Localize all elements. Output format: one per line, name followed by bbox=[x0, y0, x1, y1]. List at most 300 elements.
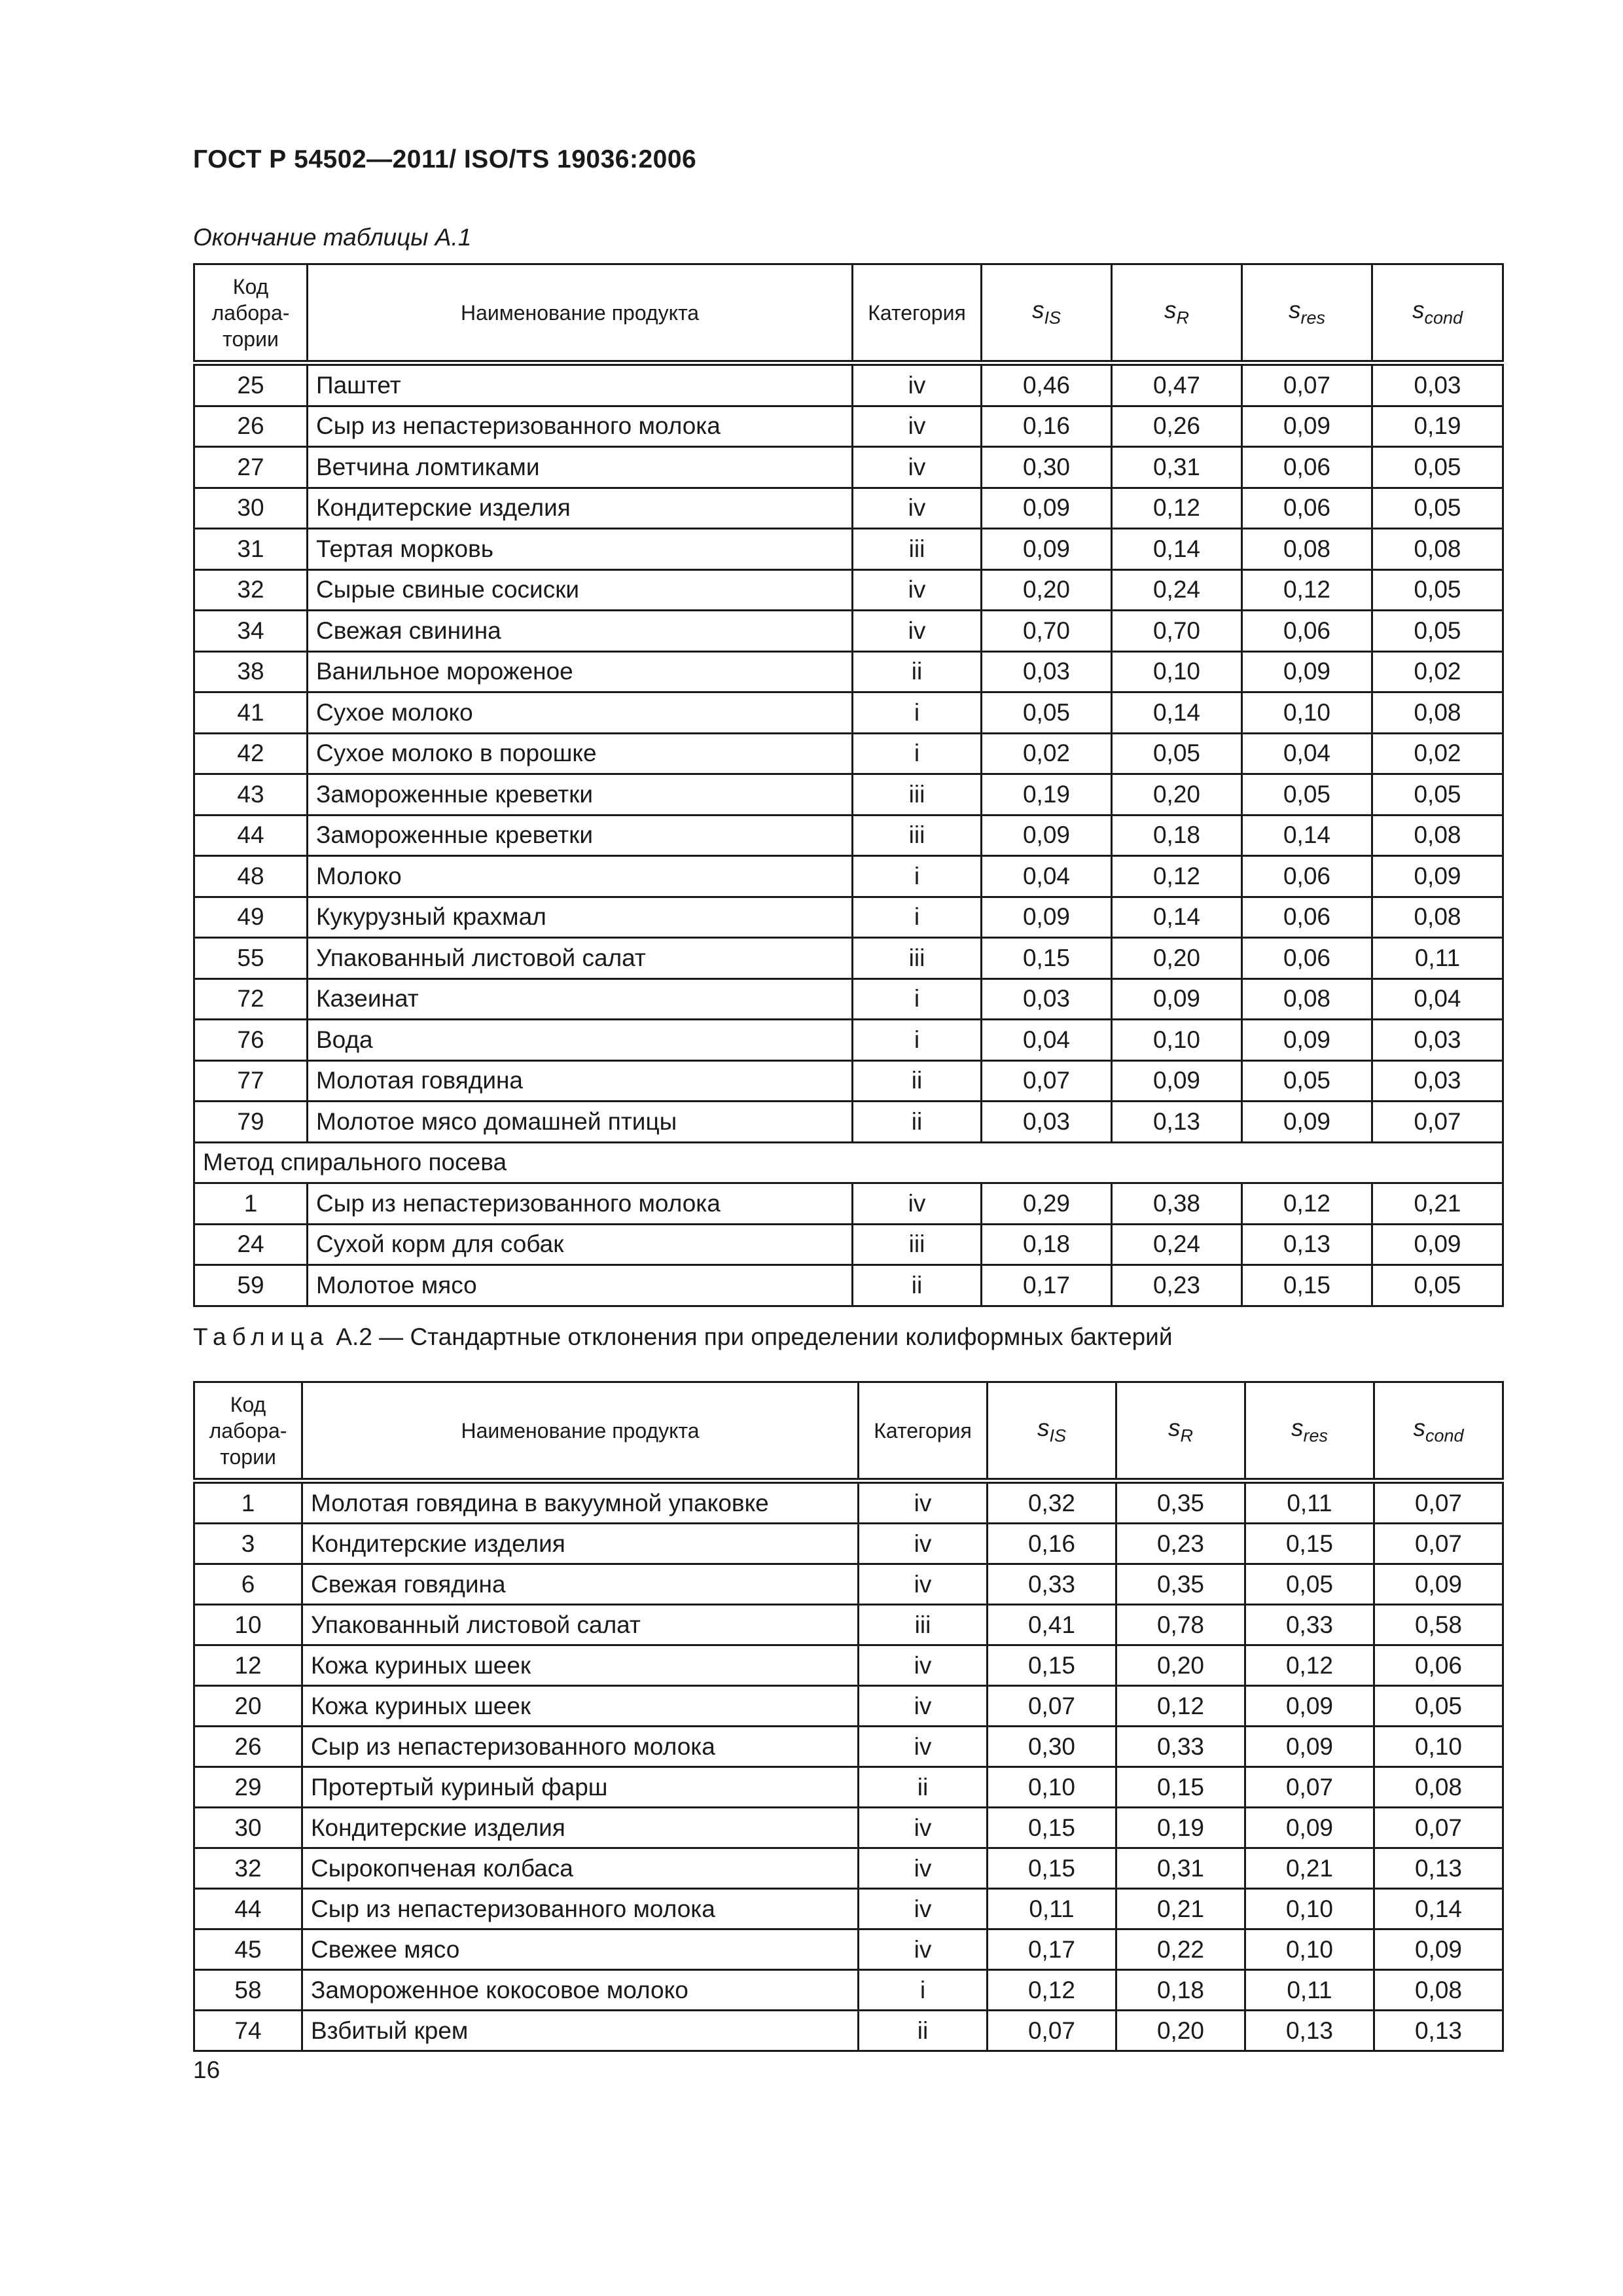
cell-s-is: 0,15 bbox=[988, 1808, 1116, 1848]
table-row bbox=[194, 1020, 1503, 1061]
cell-category: iv bbox=[859, 1727, 988, 1767]
table-row bbox=[194, 1183, 1503, 1225]
cell-s-cond: 0,09 bbox=[1372, 856, 1503, 897]
table-row bbox=[194, 1808, 1503, 1848]
table-row bbox=[194, 897, 1503, 938]
cell-s-cond: 0,21 bbox=[1372, 1183, 1503, 1225]
cell-product: Казеинат bbox=[308, 978, 853, 1020]
table-row bbox=[194, 1564, 1503, 1605]
cell-code: 1 bbox=[194, 1183, 308, 1225]
cell-s-res: 0,12 bbox=[1245, 1645, 1374, 1686]
header-code-line: тории bbox=[220, 1444, 276, 1469]
cell-code: 26 bbox=[194, 406, 308, 447]
page-number: 16 bbox=[193, 2056, 221, 2083]
cell-product: Ванильное мороженое bbox=[308, 651, 853, 692]
table-row bbox=[194, 856, 1503, 897]
cell-product: Упакованный листовой салат bbox=[308, 938, 853, 979]
cell-s-is: 0,03 bbox=[982, 651, 1112, 692]
cell-category: ii bbox=[859, 2011, 988, 2051]
header-code bbox=[194, 264, 308, 361]
cell-s-r: 0,09 bbox=[1112, 1060, 1242, 1102]
cell-s-cond: 0,05 bbox=[1372, 488, 1503, 529]
cell-s-res: 0,06 bbox=[1242, 447, 1372, 488]
cell-s-is: 0,46 bbox=[982, 365, 1112, 406]
header-product: Наименование продукта bbox=[302, 1382, 859, 1479]
cell-s-res: 0,09 bbox=[1245, 1808, 1374, 1848]
table-row bbox=[194, 611, 1503, 652]
table-row bbox=[194, 733, 1503, 774]
cell-s-cond: 0,03 bbox=[1372, 1060, 1503, 1102]
table-row bbox=[194, 938, 1503, 979]
cell-s-cond: 0,09 bbox=[1372, 1224, 1503, 1265]
cell-s-cond: 0,08 bbox=[1374, 1970, 1503, 2011]
cell-product: Упакованный листовой салат bbox=[302, 1605, 859, 1645]
cell-product: Вода bbox=[308, 1020, 853, 1061]
cell-s-cond: 0,05 bbox=[1372, 447, 1503, 488]
cell-s-is: 0,29 bbox=[982, 1183, 1112, 1225]
cell-s-cond: 0,08 bbox=[1372, 815, 1503, 856]
cell-category: ii bbox=[859, 1767, 988, 1808]
cell-s-cond: 0,05 bbox=[1374, 1686, 1503, 1727]
header-category: Категория bbox=[859, 1382, 988, 1479]
cell-product: Молотое мясо домашней птицы bbox=[308, 1102, 853, 1143]
table-row bbox=[194, 1767, 1503, 1808]
cell-s-r: 0,35 bbox=[1116, 1483, 1245, 1524]
cell-code: 34 bbox=[194, 611, 308, 652]
cell-s-res: 0,13 bbox=[1245, 2011, 1374, 2051]
header-code-line: лабора- bbox=[211, 300, 290, 325]
cell-s-cond: 0,13 bbox=[1374, 1848, 1503, 1889]
cell-s-r: 0,26 bbox=[1112, 406, 1242, 447]
header-s-res: $s_{res}$ bbox=[1245, 1382, 1374, 1479]
cell-s-is: 0,05 bbox=[982, 692, 1112, 734]
cell-code: 72 bbox=[194, 978, 308, 1020]
cell-s-res: 0,06 bbox=[1242, 938, 1372, 979]
cell-category: i bbox=[853, 733, 982, 774]
cell-code: 74 bbox=[194, 2011, 302, 2051]
cell-code: 44 bbox=[194, 1889, 302, 1929]
cell-product: Кожа куриных шеек bbox=[302, 1645, 859, 1686]
table-row bbox=[194, 1483, 1503, 1524]
cell-s-res: 0,09 bbox=[1242, 1102, 1372, 1143]
cell-code: 6 bbox=[194, 1564, 302, 1605]
cell-category: iv bbox=[859, 1889, 988, 1929]
table-row bbox=[194, 1060, 1503, 1102]
cell-s-r: 0,21 bbox=[1116, 1889, 1245, 1929]
cell-s-r: 0,20 bbox=[1116, 2011, 1245, 2051]
cell-s-is: 0,04 bbox=[982, 856, 1112, 897]
cell-s-cond: 0,03 bbox=[1372, 1020, 1503, 1061]
cell-s-r: 0,24 bbox=[1112, 569, 1242, 611]
table-row bbox=[194, 1224, 1503, 1265]
cell-code: 41 bbox=[194, 692, 308, 734]
cell-s-is: 0,16 bbox=[982, 406, 1112, 447]
cell-s-res: 0,11 bbox=[1245, 1970, 1374, 2011]
table2-caption-prefix: Таблица bbox=[193, 1323, 330, 1350]
cell-s-r: 0,35 bbox=[1116, 1564, 1245, 1605]
cell-category: i bbox=[853, 1020, 982, 1061]
cell-product: Сырокопченая колбаса bbox=[302, 1848, 859, 1889]
cell-s-res: 0,14 bbox=[1242, 815, 1372, 856]
cell-s-cond: 0,19 bbox=[1372, 406, 1503, 447]
cell-s-cond: 0,08 bbox=[1372, 529, 1503, 570]
cell-s-r: 0,14 bbox=[1112, 692, 1242, 734]
cell-s-cond: 0,02 bbox=[1372, 651, 1503, 692]
cell-s-r: 0,38 bbox=[1112, 1183, 1242, 1225]
cell-code: 12 bbox=[194, 1645, 302, 1686]
cell-s-res: 0,21 bbox=[1245, 1848, 1374, 1889]
header-product: Наименование продукта bbox=[308, 264, 853, 361]
table-row bbox=[194, 365, 1503, 406]
cell-s-r: 0,19 bbox=[1116, 1808, 1245, 1848]
table-row bbox=[194, 1970, 1503, 2011]
cell-code: 49 bbox=[194, 897, 308, 938]
cell-s-r: 0,14 bbox=[1112, 897, 1242, 938]
cell-category: i bbox=[853, 978, 982, 1020]
cell-code: 79 bbox=[194, 1102, 308, 1143]
table2-caption bbox=[193, 1323, 1172, 1351]
cell-s-res: 0,10 bbox=[1245, 1929, 1374, 1970]
header-s-r: $s_R$ bbox=[1116, 1382, 1245, 1479]
cell-s-is: 0,04 bbox=[982, 1020, 1112, 1061]
table-row bbox=[194, 1686, 1503, 1727]
table-row bbox=[194, 447, 1503, 488]
table-row bbox=[194, 978, 1503, 1020]
cell-s-is: 0,18 bbox=[982, 1224, 1112, 1265]
cell-category: i bbox=[859, 1970, 988, 2011]
cell-product: Сыр из непастеризованного молока bbox=[308, 406, 853, 447]
cell-code: 59 bbox=[194, 1265, 308, 1306]
cell-code: 20 bbox=[194, 1686, 302, 1727]
table-header-row bbox=[194, 264, 1503, 361]
cell-code: 45 bbox=[194, 1929, 302, 1970]
cell-s-is: 0,10 bbox=[988, 1767, 1116, 1808]
cell-s-cond: 0,07 bbox=[1374, 1808, 1503, 1848]
cell-s-res: 0,15 bbox=[1245, 1524, 1374, 1564]
cell-code: 38 bbox=[194, 651, 308, 692]
cell-product: Молотая говядина bbox=[308, 1060, 853, 1102]
cell-s-is: 0,09 bbox=[982, 488, 1112, 529]
cell-s-r: 0,47 bbox=[1112, 365, 1242, 406]
cell-category: iv bbox=[859, 1645, 988, 1686]
cell-s-is: 0,09 bbox=[982, 815, 1112, 856]
cell-product: Ветчина ломтиками bbox=[308, 447, 853, 488]
cell-product: Кукурузный крахмал bbox=[308, 897, 853, 938]
cell-product: Сухое молоко bbox=[308, 692, 853, 734]
table-row bbox=[194, 1848, 1503, 1889]
cell-s-r: 0,12 bbox=[1112, 856, 1242, 897]
cell-s-is: 0,12 bbox=[988, 1970, 1116, 2011]
cell-category: iv bbox=[859, 1929, 988, 1970]
cell-s-r: 0,05 bbox=[1112, 733, 1242, 774]
cell-s-res: 0,06 bbox=[1242, 897, 1372, 938]
cell-s-res: 0,09 bbox=[1242, 1020, 1372, 1061]
cell-s-res: 0,09 bbox=[1245, 1686, 1374, 1727]
cell-category: i bbox=[853, 692, 982, 734]
header-code bbox=[194, 1382, 302, 1479]
cell-s-is: 0,30 bbox=[988, 1727, 1116, 1767]
cell-s-r: 0,20 bbox=[1112, 774, 1242, 816]
cell-category: iii bbox=[859, 1605, 988, 1645]
cell-s-cond: 0,14 bbox=[1374, 1889, 1503, 1929]
cell-category: ii bbox=[853, 1102, 982, 1143]
cell-s-res: 0,05 bbox=[1242, 774, 1372, 816]
cell-s-r: 0,31 bbox=[1116, 1848, 1245, 1889]
cell-s-is: 0,70 bbox=[982, 611, 1112, 652]
cell-s-res: 0,33 bbox=[1245, 1605, 1374, 1645]
cell-code: 26 bbox=[194, 1727, 302, 1767]
cell-s-cond: 0,05 bbox=[1372, 774, 1503, 816]
cell-product: Сыр из непастеризованного молока bbox=[302, 1889, 859, 1929]
cell-s-is: 0,09 bbox=[982, 529, 1112, 570]
cell-s-cond: 0,07 bbox=[1372, 1102, 1503, 1143]
cell-s-r: 0,23 bbox=[1116, 1524, 1245, 1564]
table-row bbox=[194, 651, 1503, 692]
header-code-line: лабора- bbox=[209, 1418, 287, 1443]
cell-s-r: 0,22 bbox=[1116, 1929, 1245, 1970]
cell-code: 42 bbox=[194, 733, 308, 774]
header-s-is: $s_{IS}$ bbox=[988, 1382, 1116, 1479]
cell-category: iv bbox=[859, 1808, 988, 1848]
cell-s-r: 0,12 bbox=[1116, 1686, 1245, 1727]
cell-s-r: 0,20 bbox=[1112, 938, 1242, 979]
table-row bbox=[194, 2011, 1503, 2051]
cell-s-cond: 0,08 bbox=[1372, 897, 1503, 938]
header-s-cond: $s_{cond}$ bbox=[1374, 1382, 1503, 1479]
cell-s-cond: 0,08 bbox=[1372, 692, 1503, 734]
table-row bbox=[194, 774, 1503, 816]
cell-product: Кондитерские изделия bbox=[302, 1808, 859, 1848]
table-row bbox=[194, 1524, 1503, 1564]
table-row bbox=[194, 1265, 1503, 1306]
cell-s-cond: 0,06 bbox=[1374, 1645, 1503, 1686]
cell-s-r: 0,12 bbox=[1112, 488, 1242, 529]
cell-s-r: 0,09 bbox=[1112, 978, 1242, 1020]
cell-product: Взбитый крем bbox=[302, 2011, 859, 2051]
cell-product: Свежее мясо bbox=[302, 1929, 859, 1970]
cell-product: Кондитерские изделия bbox=[302, 1524, 859, 1564]
cell-code: 24 bbox=[194, 1224, 308, 1265]
cell-s-cond: 0,09 bbox=[1374, 1929, 1503, 1970]
cell-code: 58 bbox=[194, 1970, 302, 2011]
table-row bbox=[194, 1929, 1503, 1970]
cell-s-is: 0,16 bbox=[988, 1524, 1116, 1564]
cell-product: Сухое молоко в порошке bbox=[308, 733, 853, 774]
table-row bbox=[194, 1102, 1503, 1143]
cell-category: iv bbox=[859, 1564, 988, 1605]
cell-s-res: 0,05 bbox=[1242, 1060, 1372, 1102]
cell-s-res: 0,08 bbox=[1242, 978, 1372, 1020]
cell-s-res: 0,08 bbox=[1242, 529, 1372, 570]
cell-code: 31 bbox=[194, 529, 308, 570]
cell-code: 48 bbox=[194, 856, 308, 897]
cell-product: Замороженное кокосовое молоко bbox=[302, 1970, 859, 2011]
header-code-line: тории bbox=[223, 327, 279, 351]
cell-category: iv bbox=[859, 1524, 988, 1564]
cell-category: iv bbox=[853, 611, 982, 652]
cell-code: 1 bbox=[194, 1483, 302, 1524]
table-row bbox=[194, 1889, 1503, 1929]
cell-s-cond: 0,03 bbox=[1372, 365, 1503, 406]
header-s-res: $s_{res}$ bbox=[1242, 264, 1372, 361]
cell-code: 55 bbox=[194, 938, 308, 979]
cell-code: 29 bbox=[194, 1767, 302, 1808]
cell-s-res: 0,10 bbox=[1242, 692, 1372, 734]
cell-s-is: 0,17 bbox=[988, 1929, 1116, 1970]
cell-s-r: 0,23 bbox=[1112, 1265, 1242, 1306]
cell-s-r: 0,31 bbox=[1112, 447, 1242, 488]
cell-s-is: 0,15 bbox=[988, 1848, 1116, 1889]
table-a2 bbox=[193, 1381, 1504, 2052]
cell-s-is: 0,30 bbox=[982, 447, 1112, 488]
cell-s-is: 0,11 bbox=[988, 1889, 1116, 1929]
cell-s-res: 0,11 bbox=[1245, 1483, 1374, 1524]
table1-caption: Окончание таблицы А.1 bbox=[193, 224, 472, 251]
cell-s-cond: 0,05 bbox=[1372, 569, 1503, 611]
header-s-is: $s_{IS}$ bbox=[982, 264, 1112, 361]
table2-caption-rest: А.2 — Стандартные отклонения при определении колиформных бактерий bbox=[329, 1323, 1173, 1350]
cell-s-cond: 0,05 bbox=[1372, 1265, 1503, 1306]
cell-s-res: 0,10 bbox=[1245, 1889, 1374, 1929]
cell-s-r: 0,24 bbox=[1112, 1224, 1242, 1265]
cell-s-is: 0,03 bbox=[982, 1102, 1112, 1143]
cell-product: Тертая морковь bbox=[308, 529, 853, 570]
cell-s-is: 0,17 bbox=[982, 1265, 1112, 1306]
cell-product: Молотое мясо bbox=[308, 1265, 853, 1306]
cell-category: ii bbox=[853, 1060, 982, 1102]
table-row bbox=[194, 488, 1503, 529]
cell-s-res: 0,15 bbox=[1242, 1265, 1372, 1306]
cell-s-res: 0,09 bbox=[1242, 651, 1372, 692]
cell-code: 30 bbox=[194, 488, 308, 529]
table-row bbox=[194, 815, 1503, 856]
cell-s-is: 0,09 bbox=[982, 897, 1112, 938]
cell-category: iii bbox=[853, 529, 982, 570]
cell-s-is: 0,02 bbox=[982, 733, 1112, 774]
cell-s-is: 0,20 bbox=[982, 569, 1112, 611]
cell-s-r: 0,33 bbox=[1116, 1727, 1245, 1767]
cell-s-res: 0,12 bbox=[1242, 569, 1372, 611]
cell-s-is: 0,07 bbox=[982, 1060, 1112, 1102]
cell-code: 43 bbox=[194, 774, 308, 816]
document-header: ГОСТ Р 54502—2011/ ISO/TS 19036:2006 bbox=[193, 145, 697, 173]
cell-s-r: 0,20 bbox=[1116, 1645, 1245, 1686]
cell-s-r: 0,18 bbox=[1116, 1970, 1245, 2011]
cell-category: ii bbox=[853, 1265, 982, 1306]
table-row bbox=[194, 1645, 1503, 1686]
cell-code: 27 bbox=[194, 447, 308, 488]
table-row bbox=[194, 1605, 1503, 1645]
cell-product: Паштет bbox=[308, 365, 853, 406]
cell-category: i bbox=[853, 856, 982, 897]
cell-s-res: 0,09 bbox=[1242, 406, 1372, 447]
cell-product: Молоко bbox=[308, 856, 853, 897]
cell-s-r: 0,15 bbox=[1116, 1767, 1245, 1808]
cell-s-cond: 0,02 bbox=[1372, 733, 1503, 774]
cell-s-is: 0,32 bbox=[988, 1483, 1116, 1524]
table-header-row bbox=[194, 1382, 1503, 1479]
table-row bbox=[194, 529, 1503, 570]
cell-s-r: 0,14 bbox=[1112, 529, 1242, 570]
cell-s-is: 0,03 bbox=[982, 978, 1112, 1020]
cell-code: 32 bbox=[194, 569, 308, 611]
section-row bbox=[194, 1142, 1503, 1183]
cell-code: 76 bbox=[194, 1020, 308, 1061]
cell-s-r: 0,10 bbox=[1112, 1020, 1242, 1061]
cell-category: iv bbox=[853, 365, 982, 406]
cell-product: Сухой корм для собак bbox=[308, 1224, 853, 1265]
cell-s-is: 0,07 bbox=[988, 1686, 1116, 1727]
cell-s-res: 0,06 bbox=[1242, 856, 1372, 897]
cell-s-cond: 0,04 bbox=[1372, 978, 1503, 1020]
cell-s-cond: 0,58 bbox=[1374, 1605, 1503, 1645]
cell-product: Сыр из непастеризованного молока bbox=[308, 1183, 853, 1225]
cell-s-r: 0,78 bbox=[1116, 1605, 1245, 1645]
cell-product: Кожа куриных шеек bbox=[302, 1686, 859, 1727]
cell-code: 3 bbox=[194, 1524, 302, 1564]
cell-s-cond: 0,11 bbox=[1372, 938, 1503, 979]
cell-s-r: 0,10 bbox=[1112, 651, 1242, 692]
cell-s-res: 0,13 bbox=[1242, 1224, 1372, 1265]
cell-product: Протертый куриный фарш bbox=[302, 1767, 859, 1808]
cell-category: ii bbox=[853, 651, 982, 692]
cell-product: Молотая говядина в вакуумной упаковке bbox=[302, 1483, 859, 1524]
header-s-cond: $s_{cond}$ bbox=[1372, 264, 1503, 361]
cell-s-is: 0,33 bbox=[988, 1564, 1116, 1605]
cell-category: iii bbox=[853, 1224, 982, 1265]
cell-code: 44 bbox=[194, 815, 308, 856]
cell-s-cond: 0,09 bbox=[1374, 1564, 1503, 1605]
cell-category: iv bbox=[853, 1183, 982, 1225]
cell-product: Сыр из непастеризованного молока bbox=[302, 1727, 859, 1767]
cell-s-is: 0,41 bbox=[988, 1605, 1116, 1645]
cell-product: Замороженные креветки bbox=[308, 774, 853, 816]
table-row bbox=[194, 406, 1503, 447]
cell-category: iii bbox=[853, 938, 982, 979]
cell-s-res: 0,12 bbox=[1242, 1183, 1372, 1225]
cell-code: 25 bbox=[194, 365, 308, 406]
cell-product: Сырые свиные сосиски bbox=[308, 569, 853, 611]
header-code-line: Код bbox=[232, 274, 269, 298]
header-code-line: Код bbox=[230, 1392, 266, 1416]
cell-s-r: 0,18 bbox=[1112, 815, 1242, 856]
cell-category: iii bbox=[853, 815, 982, 856]
cell-s-cond: 0,10 bbox=[1374, 1727, 1503, 1767]
cell-s-res: 0,09 bbox=[1245, 1727, 1374, 1767]
cell-s-res: 0,06 bbox=[1242, 488, 1372, 529]
cell-category: iv bbox=[859, 1686, 988, 1727]
cell-s-r: 0,13 bbox=[1112, 1102, 1242, 1143]
cell-s-is: 0,19 bbox=[982, 774, 1112, 816]
section-label: Метод спирального посева bbox=[194, 1142, 1503, 1183]
header-s-r: $s_R$ bbox=[1112, 264, 1242, 361]
cell-s-cond: 0,05 bbox=[1372, 611, 1503, 652]
cell-category: iv bbox=[853, 447, 982, 488]
cell-s-res: 0,05 bbox=[1245, 1564, 1374, 1605]
cell-code: 32 bbox=[194, 1848, 302, 1889]
table-a1-continuation bbox=[193, 263, 1504, 1307]
cell-category: iv bbox=[853, 569, 982, 611]
cell-s-cond: 0,08 bbox=[1374, 1767, 1503, 1808]
table-row bbox=[194, 1727, 1503, 1767]
cell-s-is: 0,07 bbox=[988, 2011, 1116, 2051]
cell-s-r: 0,70 bbox=[1112, 611, 1242, 652]
cell-product: Свежая свинина bbox=[308, 611, 853, 652]
cell-category: iii bbox=[853, 774, 982, 816]
cell-product: Кондитерские изделия bbox=[308, 488, 853, 529]
cell-s-is: 0,15 bbox=[982, 938, 1112, 979]
cell-s-cond: 0,07 bbox=[1374, 1524, 1503, 1564]
